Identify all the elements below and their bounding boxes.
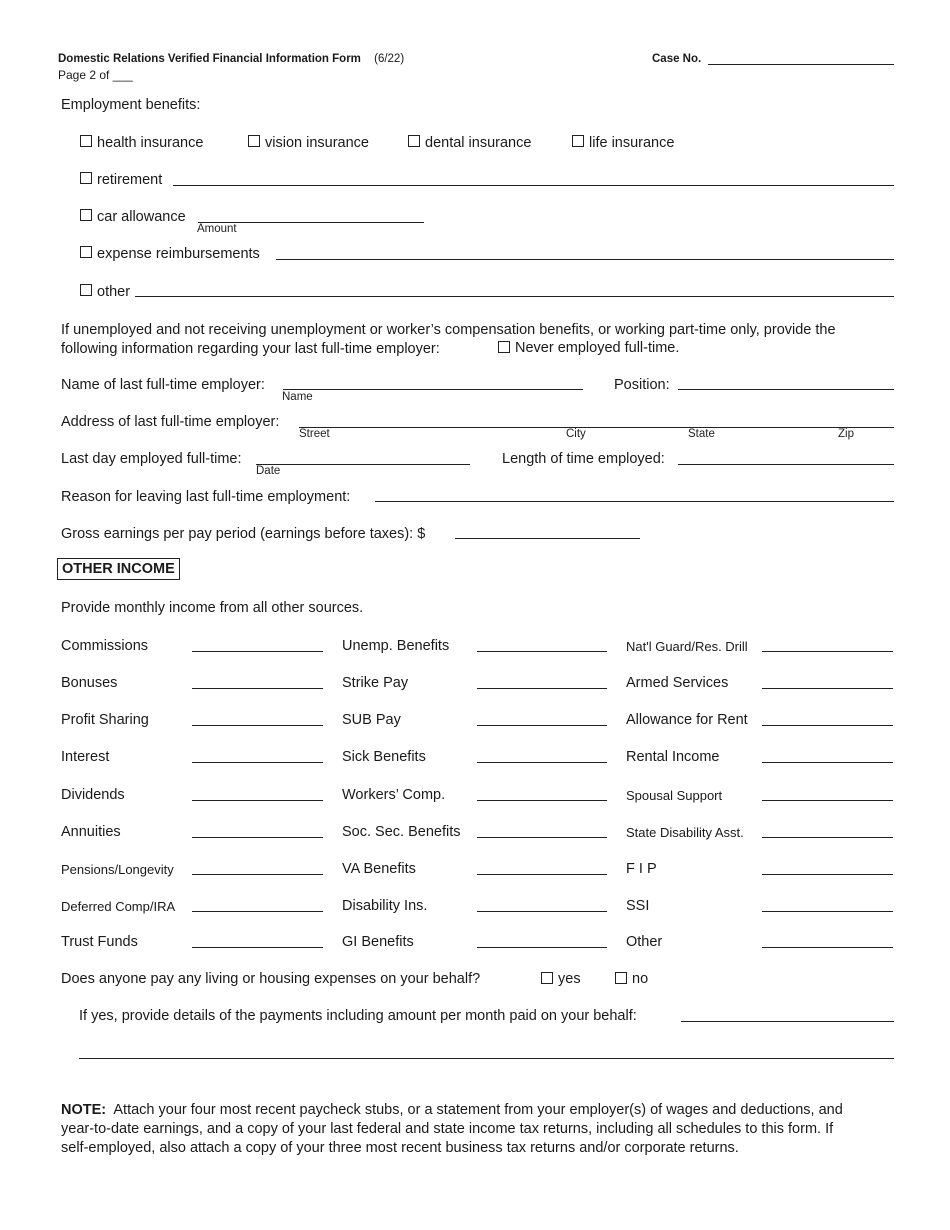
other-benefit-checkbox[interactable] [80, 284, 92, 296]
note-text-1: Attach your four most recent paycheck stubs, or a statement from your employer(s) of wages and deductions, and [113, 1102, 843, 1118]
income-amount-field[interactable] [762, 800, 893, 801]
dental-insurance-checkbox[interactable] [408, 135, 420, 147]
expense-reimbursements-field[interactable] [276, 259, 894, 260]
employer-name-label: Name of last full-time employer: [61, 377, 265, 393]
health-insurance-label: health insurance [97, 135, 204, 151]
living-expenses-question: Does anyone pay any living or housing expenses on your behalf? [61, 971, 481, 987]
vision-insurance-checkbox[interactable] [248, 135, 260, 147]
state-sublabel: State [688, 428, 715, 440]
income-label: SUB Pay [342, 712, 401, 728]
income-amount-field[interactable] [192, 837, 323, 838]
living-expenses-yes-checkbox[interactable] [541, 972, 553, 984]
income-label: Trust Funds [61, 934, 138, 950]
income-amount-field[interactable] [477, 911, 607, 912]
income-label: Interest [61, 749, 110, 765]
case-no-label: Case No. [652, 53, 702, 65]
never-employed-checkbox[interactable] [498, 341, 510, 353]
city-sublabel: City [566, 428, 586, 440]
gross-earnings-field[interactable] [455, 538, 640, 539]
income-label: VA Benefits [342, 861, 416, 877]
date-sublabel: Date [256, 465, 281, 477]
income-label: Commissions [61, 638, 149, 654]
income-amount-field[interactable] [762, 688, 893, 689]
note-line3: self-employed, also attach a copy of your three most recent business tax returns and/or corporate returns. [61, 1140, 739, 1156]
case-no-field[interactable] [708, 64, 894, 65]
employment-benefits-heading: Employment benefits: [61, 97, 201, 113]
income-label: Disability Ins. [342, 898, 428, 914]
employer-name-field[interactable] [283, 389, 583, 390]
zip-sublabel: Zip [838, 428, 854, 440]
car-allowance-label: car allowance [97, 209, 186, 225]
income-label: Rental Income [626, 749, 720, 765]
health-insurance-checkbox[interactable] [80, 135, 92, 147]
employer-address-field[interactable] [299, 427, 894, 428]
reason-leaving-field[interactable] [375, 501, 894, 502]
income-amount-field[interactable] [192, 800, 323, 801]
income-label: Nat'l Guard/Res. Drill [626, 639, 748, 654]
other-benefit-field[interactable] [135, 296, 894, 297]
living-expenses-details-field[interactable] [681, 1021, 894, 1022]
income-amount-field[interactable] [762, 837, 893, 838]
income-label: Allowance for Rent [626, 712, 748, 728]
income-label: GI Benefits [342, 934, 414, 950]
income-label: Profit Sharing [61, 712, 149, 728]
unemployed-instruction-line1: If unemployed and not receiving unemployment or worker’s compensation benefits, or working part-time only, provide the [61, 322, 836, 338]
living-expenses-no-label: no [632, 971, 649, 987]
living-expenses-no-checkbox[interactable] [615, 972, 627, 984]
income-amount-field[interactable] [477, 947, 607, 948]
income-amount-field[interactable] [192, 651, 323, 652]
income-label: Sick Benefits [342, 749, 426, 765]
reason-leaving-label: Reason for leaving last full-time employment: [61, 489, 351, 505]
income-amount-field[interactable] [762, 874, 893, 875]
income-label: Strike Pay [342, 675, 409, 691]
length-employed-label: Length of time employed: [502, 451, 665, 467]
income-label: Soc. Sec. Benefits [342, 824, 461, 840]
form-title [58, 53, 404, 65]
income-amount-field[interactable] [762, 947, 893, 948]
income-amount-field[interactable] [192, 947, 323, 948]
last-day-field[interactable] [256, 464, 470, 465]
form-title-text: Domestic Relations Verified Financial Information Form [58, 53, 361, 65]
dental-insurance-label: dental insurance [425, 135, 532, 151]
income-label: Annuities [61, 824, 121, 840]
income-label: Deferred Comp/IRA [61, 899, 176, 914]
income-amount-field[interactable] [762, 762, 893, 763]
income-label: Bonuses [61, 675, 118, 691]
last-day-label: Last day employed full-time: [61, 451, 242, 467]
form-version: (6/22) [374, 53, 405, 65]
life-insurance-label: life insurance [589, 135, 675, 151]
unemployed-instruction-line2: following information regarding your last full-time employer: [61, 341, 440, 357]
street-sublabel: Street [299, 428, 330, 440]
other-benefit-label: other [97, 284, 131, 300]
income-amount-field[interactable] [477, 800, 607, 801]
expense-reimbursements-checkbox[interactable] [80, 246, 92, 258]
income-label: Workers’ Comp. [342, 787, 446, 803]
income-amount-field[interactable] [762, 911, 893, 912]
income-label: Armed Services [626, 675, 729, 691]
living-expenses-yes-label: yes [558, 971, 581, 987]
living-expenses-details-label: If yes, provide details of the payments including amount per month paid on your behalf: [79, 1008, 637, 1024]
income-label: Unemp. Benefits [342, 638, 450, 654]
other-income-instruction: Provide monthly income from all other sources. [61, 600, 364, 616]
length-employed-field[interactable] [678, 464, 894, 465]
employer-address-label: Address of last full-time employer: [61, 414, 280, 430]
retirement-label: retirement [97, 172, 163, 188]
note-line2: year-to-date earnings, and a copy of your last federal and state income tax returns, including all schedules to this form. If [61, 1121, 834, 1137]
page-label: Page 2 of ___ [58, 68, 133, 82]
income-amount-field[interactable] [477, 651, 607, 652]
never-employed-label: Never employed full-time. [515, 340, 680, 356]
income-amount-field[interactable] [762, 651, 893, 652]
other-income-heading: OTHER INCOME [57, 558, 180, 580]
income-label: Pensions/Longevity [61, 862, 174, 877]
position-field[interactable] [678, 389, 894, 390]
income-amount-field[interactable] [477, 762, 607, 763]
income-label: Spousal Support [626, 788, 723, 803]
income-amount-field[interactable] [477, 688, 607, 689]
income-label: SSI [626, 898, 650, 914]
expense-reimbursements-label: expense reimbursements [97, 246, 260, 262]
income-amount-field[interactable] [192, 874, 323, 875]
retirement-field[interactable] [173, 185, 894, 186]
income-amount-field[interactable] [192, 911, 323, 912]
retirement-checkbox[interactable] [80, 172, 92, 184]
income-amount-field[interactable] [477, 725, 607, 726]
vision-insurance-label: vision insurance [265, 135, 369, 151]
amount-sublabel: Amount [197, 223, 237, 235]
income-label: State Disability Asst. [626, 825, 744, 840]
income-amount-field[interactable] [477, 837, 607, 838]
income-label: F I P [626, 861, 657, 877]
note-line1 [61, 1101, 843, 1120]
position-label: Position: [614, 377, 670, 393]
income-amount-field[interactable] [192, 688, 323, 689]
living-expenses-details-field-2[interactable] [79, 1058, 894, 1059]
life-insurance-checkbox[interactable] [572, 135, 584, 147]
gross-earnings-label: Gross earnings per pay period (earnings before taxes): $ [61, 526, 426, 542]
car-allowance-checkbox[interactable] [80, 209, 92, 221]
income-label: Dividends [61, 787, 125, 803]
income-label: Other [626, 934, 663, 950]
income-amount-field[interactable] [762, 725, 893, 726]
note-label: NOTE: [61, 1102, 107, 1118]
income-amount-field[interactable] [477, 874, 607, 875]
name-sublabel: Name [282, 391, 313, 403]
income-amount-field[interactable] [192, 762, 323, 763]
income-amount-field[interactable] [192, 725, 323, 726]
